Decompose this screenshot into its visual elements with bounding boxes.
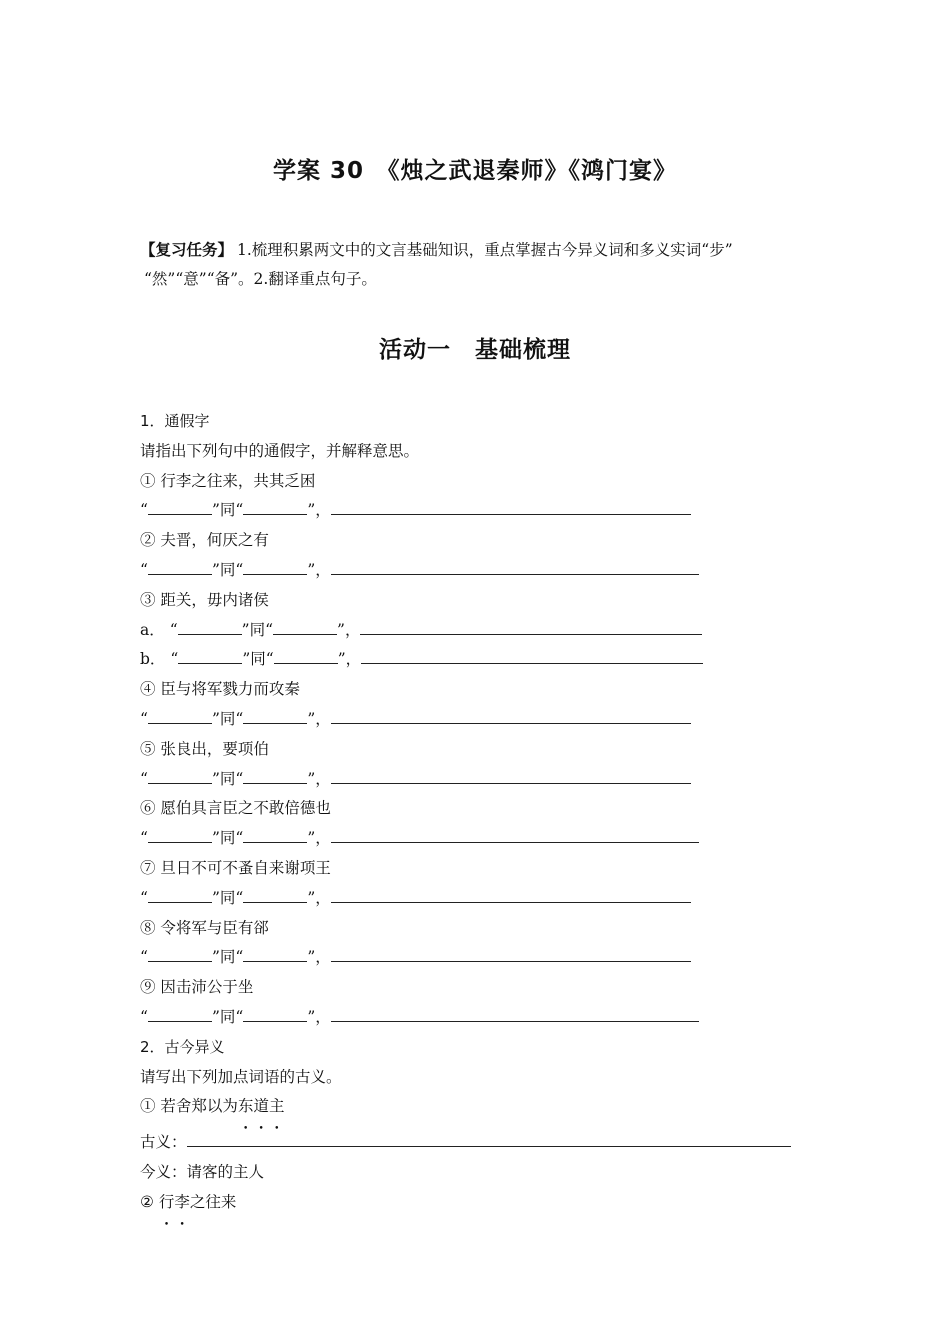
blank-char[interactable] [243, 824, 307, 843]
modern-meaning: 今义：请客的主人 [140, 1162, 265, 1181]
blank-char[interactable] [148, 824, 212, 843]
answer-row: “ ”同“ ”， [140, 496, 820, 526]
review-task-text-1: 1.梳理积累两文中的文言基础知识，重点掌握古今异义词和多义实词“步” [237, 241, 733, 259]
dotted-char: 李 [174, 1192, 190, 1211]
answer-row-a: a． “ ”同“ ”， [140, 616, 820, 646]
section1-instruction: 请指出下列句中的通假字，并解释意思。 [140, 441, 420, 460]
review-task-text-2: “然”“意”“备”。2.翻译重点句子。 [144, 270, 377, 288]
page-title: 学案 30 《烛之武退秦师》《鸿门宴》 [272, 158, 677, 184]
blank-char[interactable] [274, 645, 338, 664]
ancient-meaning-row: 古义： [140, 1128, 820, 1158]
blank-char[interactable] [148, 765, 212, 784]
blank-meaning[interactable] [331, 1003, 699, 1022]
blank-meaning[interactable] [331, 556, 699, 575]
sentence-4: ④ 臣与将军戮力而攻秦 [140, 680, 300, 699]
blank-char[interactable] [148, 556, 212, 575]
dotted-char: 东 [237, 1097, 254, 1116]
sentence-1: ① 行李之往来，共其乏困 [140, 471, 316, 490]
answer-row: “ ”同“ ”， [140, 884, 820, 914]
blank-char[interactable] [243, 496, 307, 515]
review-task-label: 【复习任务】 [140, 241, 234, 259]
answer-row: “ ”同“ ”， [140, 765, 820, 795]
blank-char[interactable] [243, 556, 307, 575]
blank-char[interactable] [148, 705, 212, 724]
blank-char[interactable] [148, 496, 212, 515]
sentence-7: ⑦ 旦日不可不蚤自来谢项王 [140, 858, 331, 877]
answer-row: “ ”同“ ”， [140, 943, 820, 973]
blank-meaning[interactable] [360, 616, 702, 635]
blank-char[interactable] [178, 645, 242, 664]
sentence-3: ③ 距关，毋内诸侯 [140, 590, 269, 609]
section2-instruction: 请写出下列加点词语的古义。 [140, 1067, 342, 1086]
blank-char[interactable] [243, 1003, 307, 1022]
sentence-8: ⑧ 令将军与臣有郤 [140, 918, 269, 937]
blank-meaning[interactable] [331, 824, 699, 843]
blank-char[interactable] [273, 616, 337, 635]
blank-meaning[interactable] [331, 705, 691, 724]
dotted-char: 道 [253, 1097, 269, 1116]
dotted-char: 行 [158, 1192, 175, 1211]
sentence-9: ⑨ 因击沛公于坐 [140, 978, 254, 997]
exercise-content [140, 407, 820, 1218]
answer-row: “ ”同“ ”， [140, 556, 820, 586]
activity-title: 活动一 基础梳理 [379, 337, 571, 363]
blank-char[interactable] [148, 884, 212, 903]
blank-char[interactable] [243, 705, 307, 724]
answer-row: “ ”同“ ”， [140, 824, 820, 854]
section2-heading: 2．古今异义 [140, 1037, 225, 1056]
blank-char[interactable] [148, 943, 212, 962]
section2-item-2: ② 行李之往来 [140, 1188, 820, 1218]
blank-meaning[interactable] [331, 496, 691, 515]
dotted-char: 主 [268, 1097, 285, 1116]
blank-char[interactable] [243, 765, 307, 784]
section2-item-1: ① 若舍郑以为东道主 [140, 1092, 820, 1122]
section1-heading: 1．通假字 [140, 412, 210, 430]
blank-char[interactable] [243, 884, 307, 903]
answer-row-b: b． “ ”同“ ”， [140, 645, 820, 675]
review-task [140, 236, 820, 294]
blank-meaning[interactable] [361, 645, 703, 664]
blank-char[interactable] [148, 1003, 212, 1022]
sentence-2: ② 夫晋，何厌之有 [140, 531, 269, 550]
blank-meaning[interactable] [331, 884, 691, 903]
blank-char[interactable] [178, 616, 242, 635]
answer-row: “ ”同“ ”， [140, 705, 820, 735]
answer-row: “ ”同“ ”， [140, 1003, 820, 1033]
blank-meaning[interactable] [331, 765, 691, 784]
sentence-6: ⑥ 愿伯具言臣之不敢倍德也 [140, 799, 331, 818]
sentence-5: ⑤ 张良出，要项伯 [140, 739, 269, 758]
blank-char[interactable] [243, 943, 307, 962]
blank-meaning[interactable] [331, 943, 691, 962]
